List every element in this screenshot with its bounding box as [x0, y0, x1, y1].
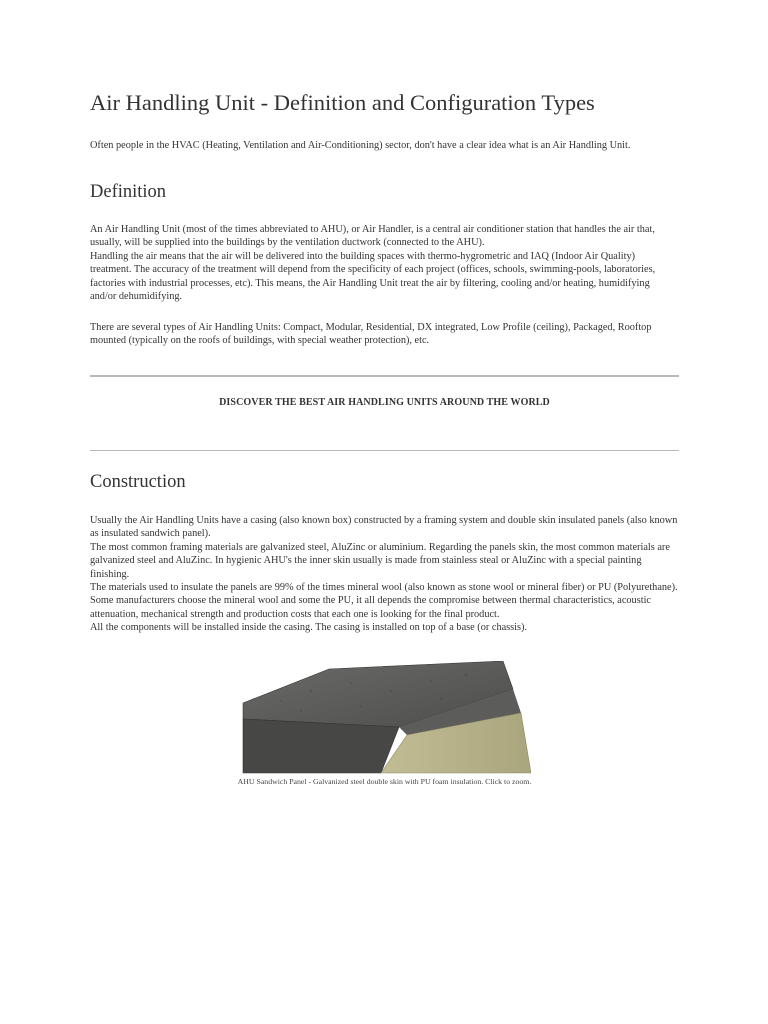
discover-link[interactable]: DISCOVER THE BEST AIR HANDLING UNITS AROUND THE WORLD	[219, 397, 550, 408]
panel-front-face	[243, 719, 399, 773]
page-title: Air Handling Unit - Definition and Configuration Types	[90, 90, 595, 115]
construction-line: All the components will be installed inside the casing. The casing is installed on top of a base (or chassis).	[90, 622, 528, 634]
definition-line: Handling the air means that the air will be delivered into the building spaces with thermo-hygrometric and IAQ (Indoor Air Quality) treatment. The accuracy of the treatment will depend from the specificity of each project (offices, schools, swimming-pools, laboratories, factories with industrial processes, etc). This means, the Air Handling Unit treat the air by filtering, cooling and/or heating, humidifying and/or dehumidifying.	[90, 250, 656, 303]
construction-line: The materials used to insulate the panels are 99% of the times mineral wool (also known as stone wool or mineral fiber) or PU (Polyurethane). Some manufacturers choose the mineral wool and some the PU, it all depends the compromise between thermal characteristics, acoustic attenuation, mechanical strength and production costs that each one is looking for the final product.	[90, 582, 678, 620]
definition-heading: Definition	[90, 182, 167, 202]
ahu-types-paragraph: There are several types of Air Handling Units: Compact, Modular, Residential, DX integrated, Low Profile (ceiling), Packaged, Rooftop mounted (typically on the roofs of buildings, with special weather protection), etc.	[90, 322, 652, 347]
sandwich-panel-image[interactable]	[241, 661, 531, 779]
construction-paragraph	[90, 514, 680, 635]
definition-paragraph	[90, 223, 678, 303]
construction-line: The most common framing materials are galvanized steel, AluZinc or aluminium. Regarding the panels skin, the most common materials are galvanized steel and AluZinc. In hygienic AHU's the inner skin usually is made from stainless steal or AluZinc with a special painting finishing.	[90, 541, 670, 580]
construction-heading: Construction	[90, 472, 186, 492]
divider-top	[90, 375, 679, 377]
definition-line: An Air Handling Unit (most of the times abbreviated to AHU), or Air Handler, is a central air conditioner station that handles the air that, usually, will be supplied into the buildings by the ventilation ductwork (connected to the AHU).	[90, 224, 655, 249]
intro-paragraph: Often people in the HVAC (Heating, Ventilation and Air-Conditioning) sector, don't have a clear idea what is an Air Handling Unit.	[90, 140, 631, 151]
construction-line: Usually the Air Handling Units have a casing (also known box) constructed by a framing system and double skin insulated panels (also known as insulated sandwich panel).	[90, 515, 678, 540]
figure-caption: AHU Sandwich Panel - Galvanized steel double skin with PU foam insulation. Click to zoom.	[237, 777, 532, 786]
divider-bottom	[90, 450, 679, 451]
